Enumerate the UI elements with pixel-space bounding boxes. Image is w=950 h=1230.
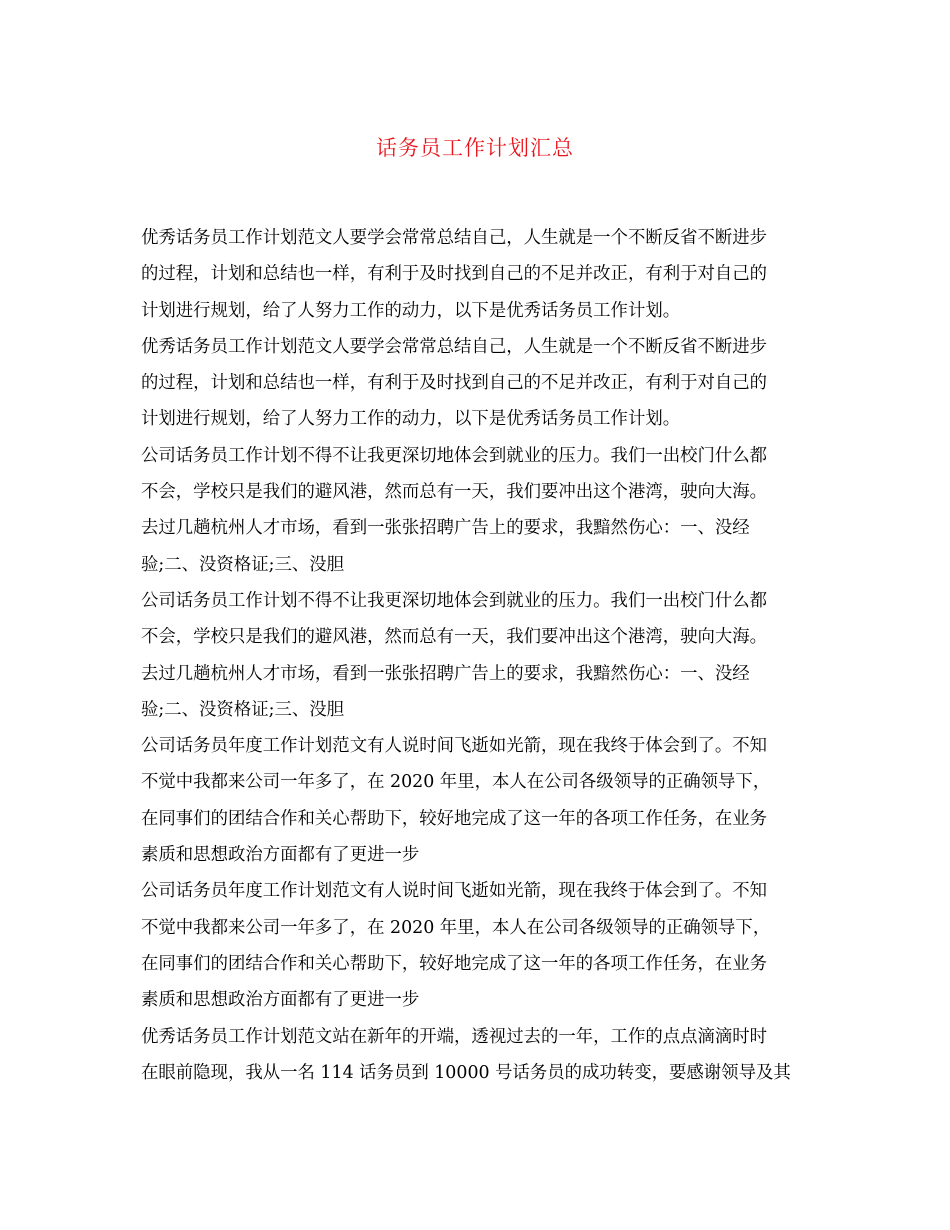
text-line: 公司话务员工作计划不得不让我更深切地体会到就业的压力。我们一出校门什么都 bbox=[141, 590, 768, 611]
text-line: 的过程，计划和总结也一样，有利于及时找到自己的不足并改正，有利于对自己的 bbox=[141, 373, 768, 394]
text-line: 在同事们的团结合作和关心帮助下，较好地完成了这一年的各项工作任务，在业务 bbox=[141, 953, 768, 974]
text-line: 在眼前隐现，我从一名 114 话务员到 10000 号话务员的成功转变，要感谢领导及其 bbox=[141, 1062, 791, 1083]
text-line: 计划进行规划，给了人努力工作的动力，以下是优秀话务员工作计划。 bbox=[141, 409, 681, 430]
text-line: 去过几趟杭州人才市场，看到一张张招聘广告上的要求，我黯然伤心：一、没经 bbox=[141, 518, 750, 539]
text-line: 素质和思想政治方面都有了更进一步 bbox=[141, 990, 420, 1011]
document-body bbox=[141, 220, 821, 1091]
text-line: 验;二、没资格证;三、没胆 bbox=[141, 699, 345, 720]
text-line: 不会，学校只是我们的避风港，然而总有一天，我们要冲出这个港湾，驶向大海。 bbox=[141, 627, 768, 648]
text-line: 不会，学校只是我们的避风港，然而总有一天，我们要冲出这个港湾，驶向大海。 bbox=[141, 482, 768, 503]
text-line: 优秀话务员工作计划范文人要学会常常总结自己，人生就是一个不断反省不断进步 bbox=[141, 336, 768, 357]
text-line: 优秀话务员工作计划范文站在新年的开端，透视过去的一年，工作的点点滴滴时时 bbox=[141, 1026, 768, 1047]
text-line: 的过程，计划和总结也一样，有利于及时找到自己的不足并改正，有利于对自己的 bbox=[141, 264, 768, 285]
text-line: 不觉中我都来公司一年多了，在 2020 年里，本人在公司各级领导的正确领导下， bbox=[141, 772, 771, 793]
text-line: 公司话务员工作计划不得不让我更深切地体会到就业的压力。我们一出校门什么都 bbox=[141, 445, 768, 466]
document-title: 话务员工作计划汇总 bbox=[376, 136, 574, 160]
text-line: 去过几趟杭州人才市场，看到一张张招聘广告上的要求，我黯然伤心：一、没经 bbox=[141, 663, 750, 684]
text-line: 在同事们的团结合作和关心帮助下，较好地完成了这一年的各项工作任务，在业务 bbox=[141, 808, 768, 829]
text-line: 公司话务员年度工作计划范文有人说时间飞逝如光箭，现在我终于体会到了。不知 bbox=[141, 736, 768, 757]
text-line: 公司话务员年度工作计划范文有人说时间飞逝如光箭，现在我终于体会到了。不知 bbox=[141, 881, 768, 902]
text-line: 验;二、没资格证;三、没胆 bbox=[141, 554, 345, 575]
text-line: 计划进行规划，给了人努力工作的动力，以下是优秀话务员工作计划。 bbox=[141, 300, 681, 321]
text-line: 优秀话务员工作计划范文人要学会常常总结自己，人生就是一个不断反省不断进步 bbox=[141, 228, 768, 248]
text-line: 不觉中我都来公司一年多了，在 2020 年里，本人在公司各级领导的正确领导下， bbox=[141, 917, 771, 938]
text-line: 素质和思想政治方面都有了更进一步 bbox=[141, 845, 420, 866]
